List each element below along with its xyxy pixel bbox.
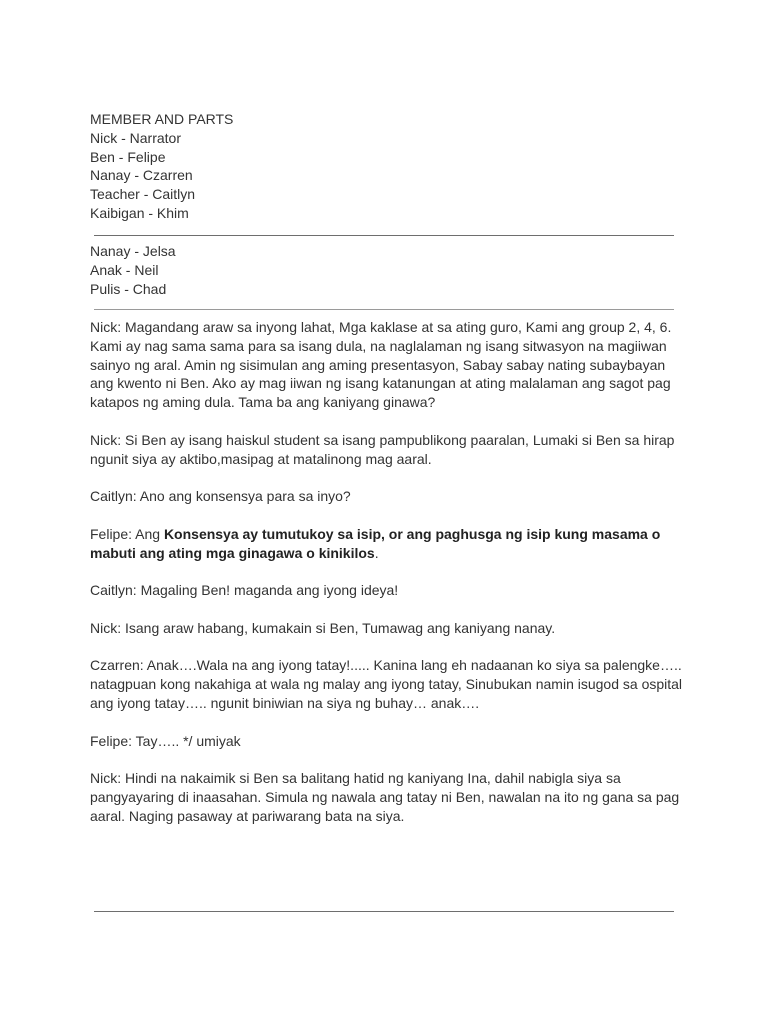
cast-list-extra — [90, 242, 680, 298]
script-paragraph — [90, 525, 680, 563]
script-paragraph — [90, 581, 680, 600]
script-line: Nick: Si Ben ay isang haiskul student sa isang pampublikong paaralan, Lumaki si Ben sa hirap — [90, 432, 675, 448]
script-line: ngunit siya ay aktibo,masipag at matalinong mag aaral. — [90, 450, 432, 467]
script-line: ang kwento ni Ben. Ako ay mag iiwan ng isang katanungan at ating malalaman ang sagot pag — [90, 375, 671, 392]
script-paragraph — [90, 487, 680, 506]
cast-member: Nanay - Czarren — [90, 167, 193, 184]
cast-heading: MEMBER AND PARTS — [90, 111, 234, 127]
cast-member: Nick - Narrator — [90, 129, 182, 146]
script-paragraph — [90, 656, 683, 712]
period: . — [374, 544, 379, 561]
script-line: Nick: Isang araw habang, kumakain si Ben, Tumawag ang kaniyang nanay. — [90, 620, 556, 636]
script-line: Nick: Hindi na nakaimik si Ben sa balitang hatid ng kaniyang Ina, dahil nabigla siya sa — [90, 770, 621, 786]
script-line: Felipe: Tay….. */ umiyak — [90, 733, 241, 749]
script-line: aaral. Naging pasaway at pariwarang bata na siya. — [90, 807, 405, 824]
script-line: natagpuan kong nakahiga at wala ng malay ang iyong tatay, Sinubukan namin isugod sa ospital — [90, 675, 683, 692]
cast-member: Ben - Felipe — [90, 148, 166, 165]
section-divider — [94, 235, 674, 236]
cast-member: Teacher - Caitlyn — [90, 186, 196, 203]
script-line: Nick: Magandang araw sa inyong lahat, Mga kaklase at sa ating guro, Kami ang group 2, 4, 6. — [90, 319, 672, 335]
script-line: Caitlyn: Ano ang konsensya para sa inyo? — [90, 488, 351, 504]
cast-list — [90, 110, 675, 223]
section-divider — [94, 309, 674, 310]
script-line: pangyayaring di inaasahan. Simula ng nawala ang tatay ni Ben, nawalan na ito ng gana sa pag — [90, 788, 680, 805]
script-line: katapos ng aming dula. Tama ba ang kaniyang ginawa? — [90, 394, 436, 411]
script-line: Kami ay nag sama sama para sa isang dula, na naglalaman ng isang sitwasyon na magiiwan — [90, 337, 667, 354]
script-paragraph — [90, 619, 680, 638]
cast-member: Nanay - Jelsa — [90, 243, 176, 259]
script-line — [90, 525, 680, 544]
cast-member: Kaibigan - Khim — [90, 204, 189, 221]
script-paragraph — [90, 318, 680, 412]
script-line: Czarren: Anak….Wala na ang iyong tatay!..... Kanina lang eh nadaanan ko siya sa palengke….. — [90, 657, 682, 673]
bold-definition: Konsensya ay tumutukoy sa isip, or ang paghusga ng isip kung masama o — [163, 526, 661, 542]
cast-member: Anak - Neil — [90, 261, 159, 278]
script-paragraph — [90, 769, 680, 825]
script-line: sainyo ng aral. Amin ng sisimulan ang aming presentasyon, Sabay sabay nating subaybayan — [90, 356, 666, 373]
cast-member: Pulis - Chad — [90, 280, 167, 297]
script-line: ang iyong tatay….. ngunit biniwian na siya ng buhay… anak…. — [90, 694, 480, 711]
page-bottom-divider — [94, 911, 674, 912]
speaker-prefix: Felipe: Ang — [90, 526, 164, 542]
script-line: Caitlyn: Magaling Ben! maganda ang iyong ideya! — [90, 582, 399, 598]
bold-definition: mabuti ang ating mga ginagawa o kinikilos — [90, 544, 375, 561]
script-paragraph — [90, 431, 680, 469]
script-paragraph — [90, 732, 680, 751]
script-line — [90, 544, 680, 563]
